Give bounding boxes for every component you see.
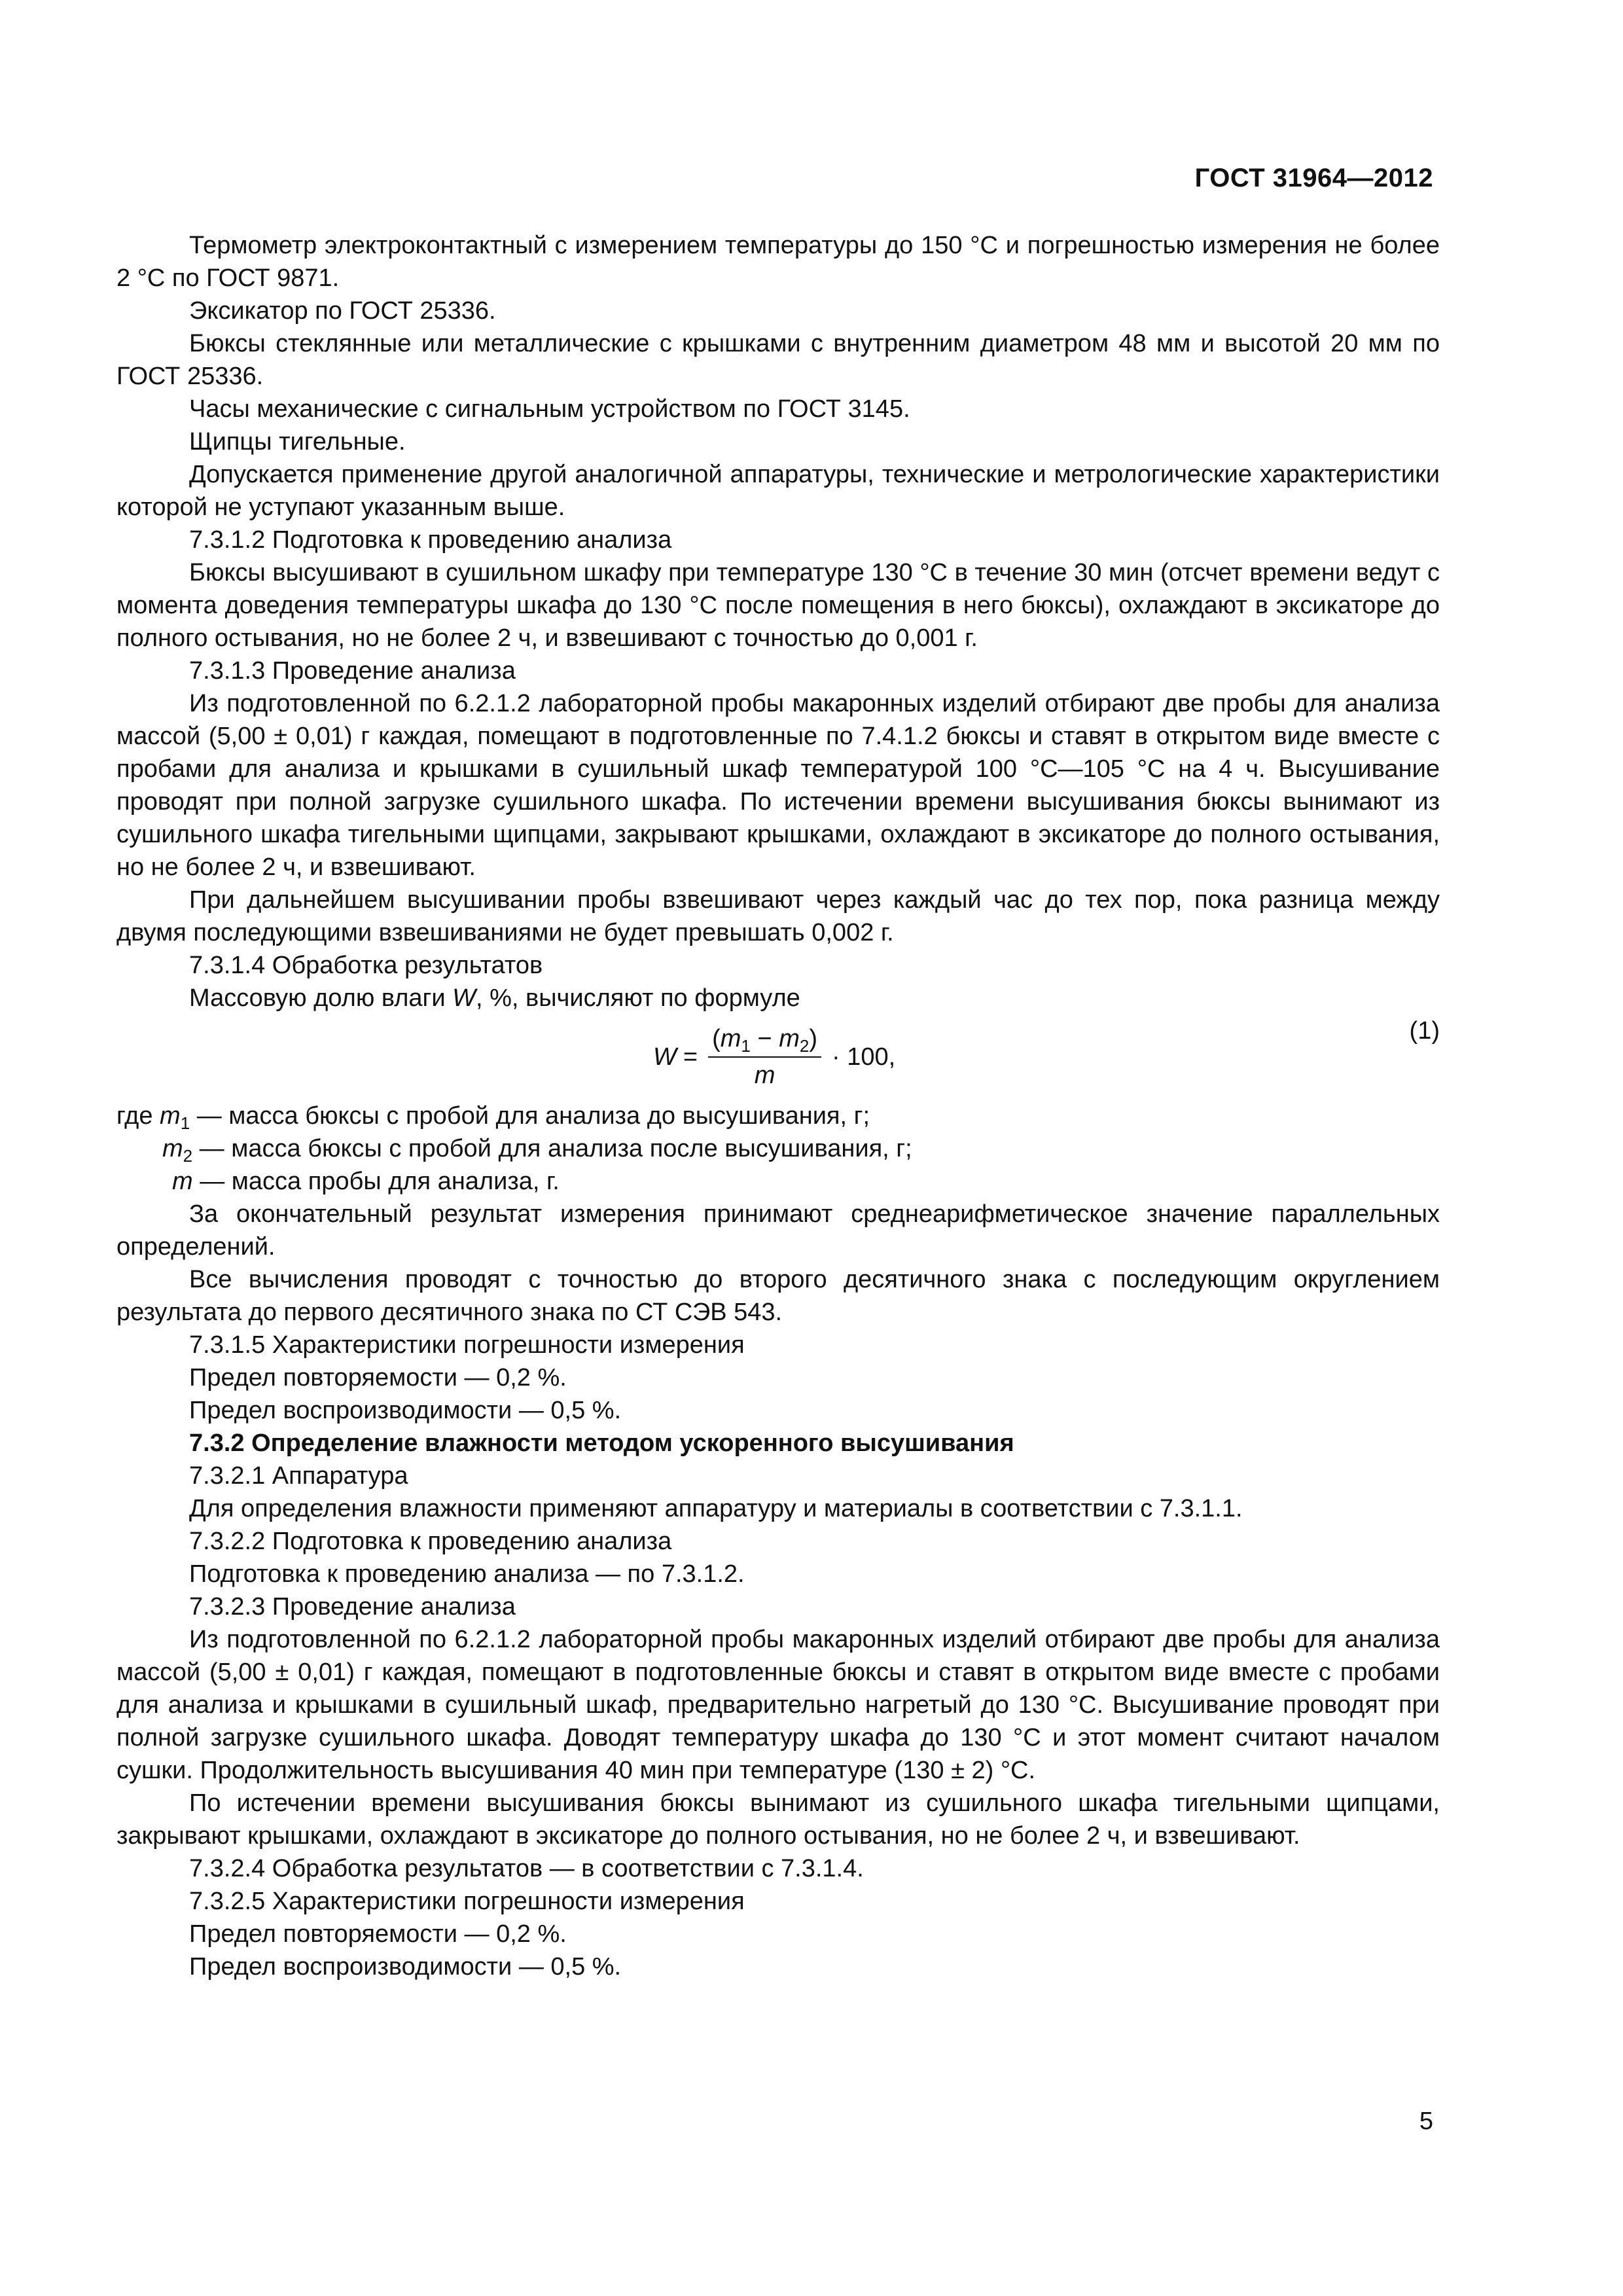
paragraph: Предел воспроизводимости — 0,5 %.: [189, 1397, 622, 1424]
paragraph: Часы механические с сигнальным устройством по ГОСТ 3145.: [189, 395, 910, 423]
paragraph: Предел повторяемости — 0,2 %.: [189, 1364, 567, 1391]
paragraph: Бюксы высушивают в сушильном шкафу при температуре 130 °С в течение 30 мин (отсчет времени ведут с момента доведения температуры шкафа до 130 °С после помещения в него бюксы), охлаждают в эксикаторе до полного остывания, но не более 2 ч, и взвешивают с точностью до 0,001 г.: [116, 559, 1440, 652]
section-heading-bold: 7.3.2 Определение влажности методом ускоренного высушивания: [189, 1429, 1014, 1457]
formula-numerator: $(m_1 - m_2)$: [708, 1022, 821, 1058]
paragraph: Для определения влажности применяют аппаратуру и материалы в соответствии с 7.3.1.1.: [189, 1495, 1243, 1522]
formula-fraction: [708, 1022, 821, 1092]
formula: W = $\frac{(m_1 - m_2)}{m}$ · 100,: [653, 1022, 895, 1092]
paragraph: За окончательный результат измерения принимают среднеарифметическое значение параллельных определений.: [116, 1200, 1440, 1261]
paragraph: Из подготовленной по 6.2.1.2 лабораторной пробы макаронных изделий отбирают две пробы для анализа массой (5,00 ± 0,01) г каждая, помещают в подготовленные бюксы и ставят в открытом виде вместе с пробами для анализа и крышками в сушильный шкаф, предварительно нагретый до 130 °С. Высушивание проводят при полной загрузке сушильного шкафа. Доводят температуру шкафа до 130 °С и этот момент считают началом сушки. Продолжительность высушивания 40 мин при температуре (130 ± 2) °С.: [116, 1626, 1440, 1784]
formula-denominator: m: [754, 1062, 776, 1089]
section-heading: 7.3.2.2 Подготовка к проведению анализа: [189, 1528, 672, 1555]
formula-number: (1): [1409, 1017, 1440, 1045]
paragraph: Массовую долю влаги W, %, вычисляют по формуле: [189, 984, 800, 1012]
paragraph: Щипцы тигельные.: [189, 428, 406, 456]
section-heading: 7.3.2.3 Проведение анализа: [189, 1593, 516, 1621]
variable-definition: где $m_1$ — масса бюксы с пробой для анализа до высушивания, г;: [116, 1102, 870, 1133]
document-header: ГОСТ 31964—2012: [1194, 164, 1433, 192]
paragraph: Эксикатор по ГОСТ 25336.: [189, 297, 496, 325]
formula-block: [116, 1014, 1440, 1100]
paragraph: По истечении времени высушивания бюксы вынимают из сушильного шкафа тигельными щипцами, закрывают крышками, охлаждают в эксикаторе до полного остывания, но не более 2 ч, и взвешивают.: [116, 1789, 1440, 1850]
section-heading: 7.3.1.5 Характеристики погрешности измерения: [189, 1331, 745, 1359]
section-heading: 7.3.2.4 Обработка результатов — в соответствии с 7.3.1.4.: [189, 1855, 864, 1882]
variable-definition: m — масса пробы для анализа, г.: [172, 1168, 560, 1195]
paragraph: При дальнейшем высушивании пробы взвешивают через каждый час до тех пор, пока разница между двумя последующими взвешиваниями не будет превышать 0,002 г.: [116, 886, 1440, 946]
document-body: [116, 229, 1440, 1983]
paragraph: Подготовка к проведению анализа — по 7.3.1.2.: [189, 1560, 745, 1588]
paragraph: Допускается применение другой аналогичной аппаратуры, технические и метрологические характеристики которой не уступают указанным выше.: [116, 461, 1440, 521]
paragraph: Бюксы стеклянные или металлические с крышками с внутренним диаметром 48 мм и высотой 20 мм по ГОСТ 25336.: [116, 330, 1440, 390]
paragraph: Все вычисления проводят с точностью до второго десятичного знака с последующим округлением результата до первого десятичного знака по СТ СЭВ 543.: [116, 1266, 1440, 1326]
section-heading: 7.3.1.2 Подготовка к проведению анализа: [189, 526, 672, 554]
paragraph: Предел воспроизводимости — 0,5 %.: [189, 1953, 622, 1981]
paragraph: Предел повторяемости — 0,2 %.: [189, 1920, 567, 1948]
paragraph: Из подготовленной по 6.2.1.2 лабораторной пробы макаронных изделий отбирают две пробы для анализа массой (5,00 ± 0,01) г каждая, помещают в подготовленные по 7.4.1.2 бюксы и ставят в открытом виде вместе с пробами для анализа и крышками в сушильный шкаф температурой 100 °С—105 °С на 4 ч. Высушивание проводят при полной загрузке сушильного шкафа. По истечении времени высушивания бюксы вынимают из сушильного шкафа тигельными щипцами, закрывают крышками, охлаждают в эксикаторе до полного остывания, но не более 2 ч, и взвешивают.: [116, 690, 1440, 881]
section-heading: 7.3.1.4 Обработка результатов: [189, 952, 543, 979]
section-heading: 7.3.2.1 Аппаратура: [189, 1462, 408, 1490]
section-heading: 7.3.2.5 Характеристики погрешности измерения: [189, 1888, 745, 1915]
page-number: 5: [1419, 2108, 1433, 2135]
paragraph: Термометр электроконтактный с измерением температуры до 150 °С и погрешностью измерения не более 2 °С по ГОСТ 9871.: [116, 232, 1440, 292]
section-heading: 7.3.1.3 Проведение анализа: [189, 657, 516, 685]
variable-definition: $m_2$ — масса бюксы с пробой для анализа после высушивания, г;: [162, 1135, 912, 1166]
